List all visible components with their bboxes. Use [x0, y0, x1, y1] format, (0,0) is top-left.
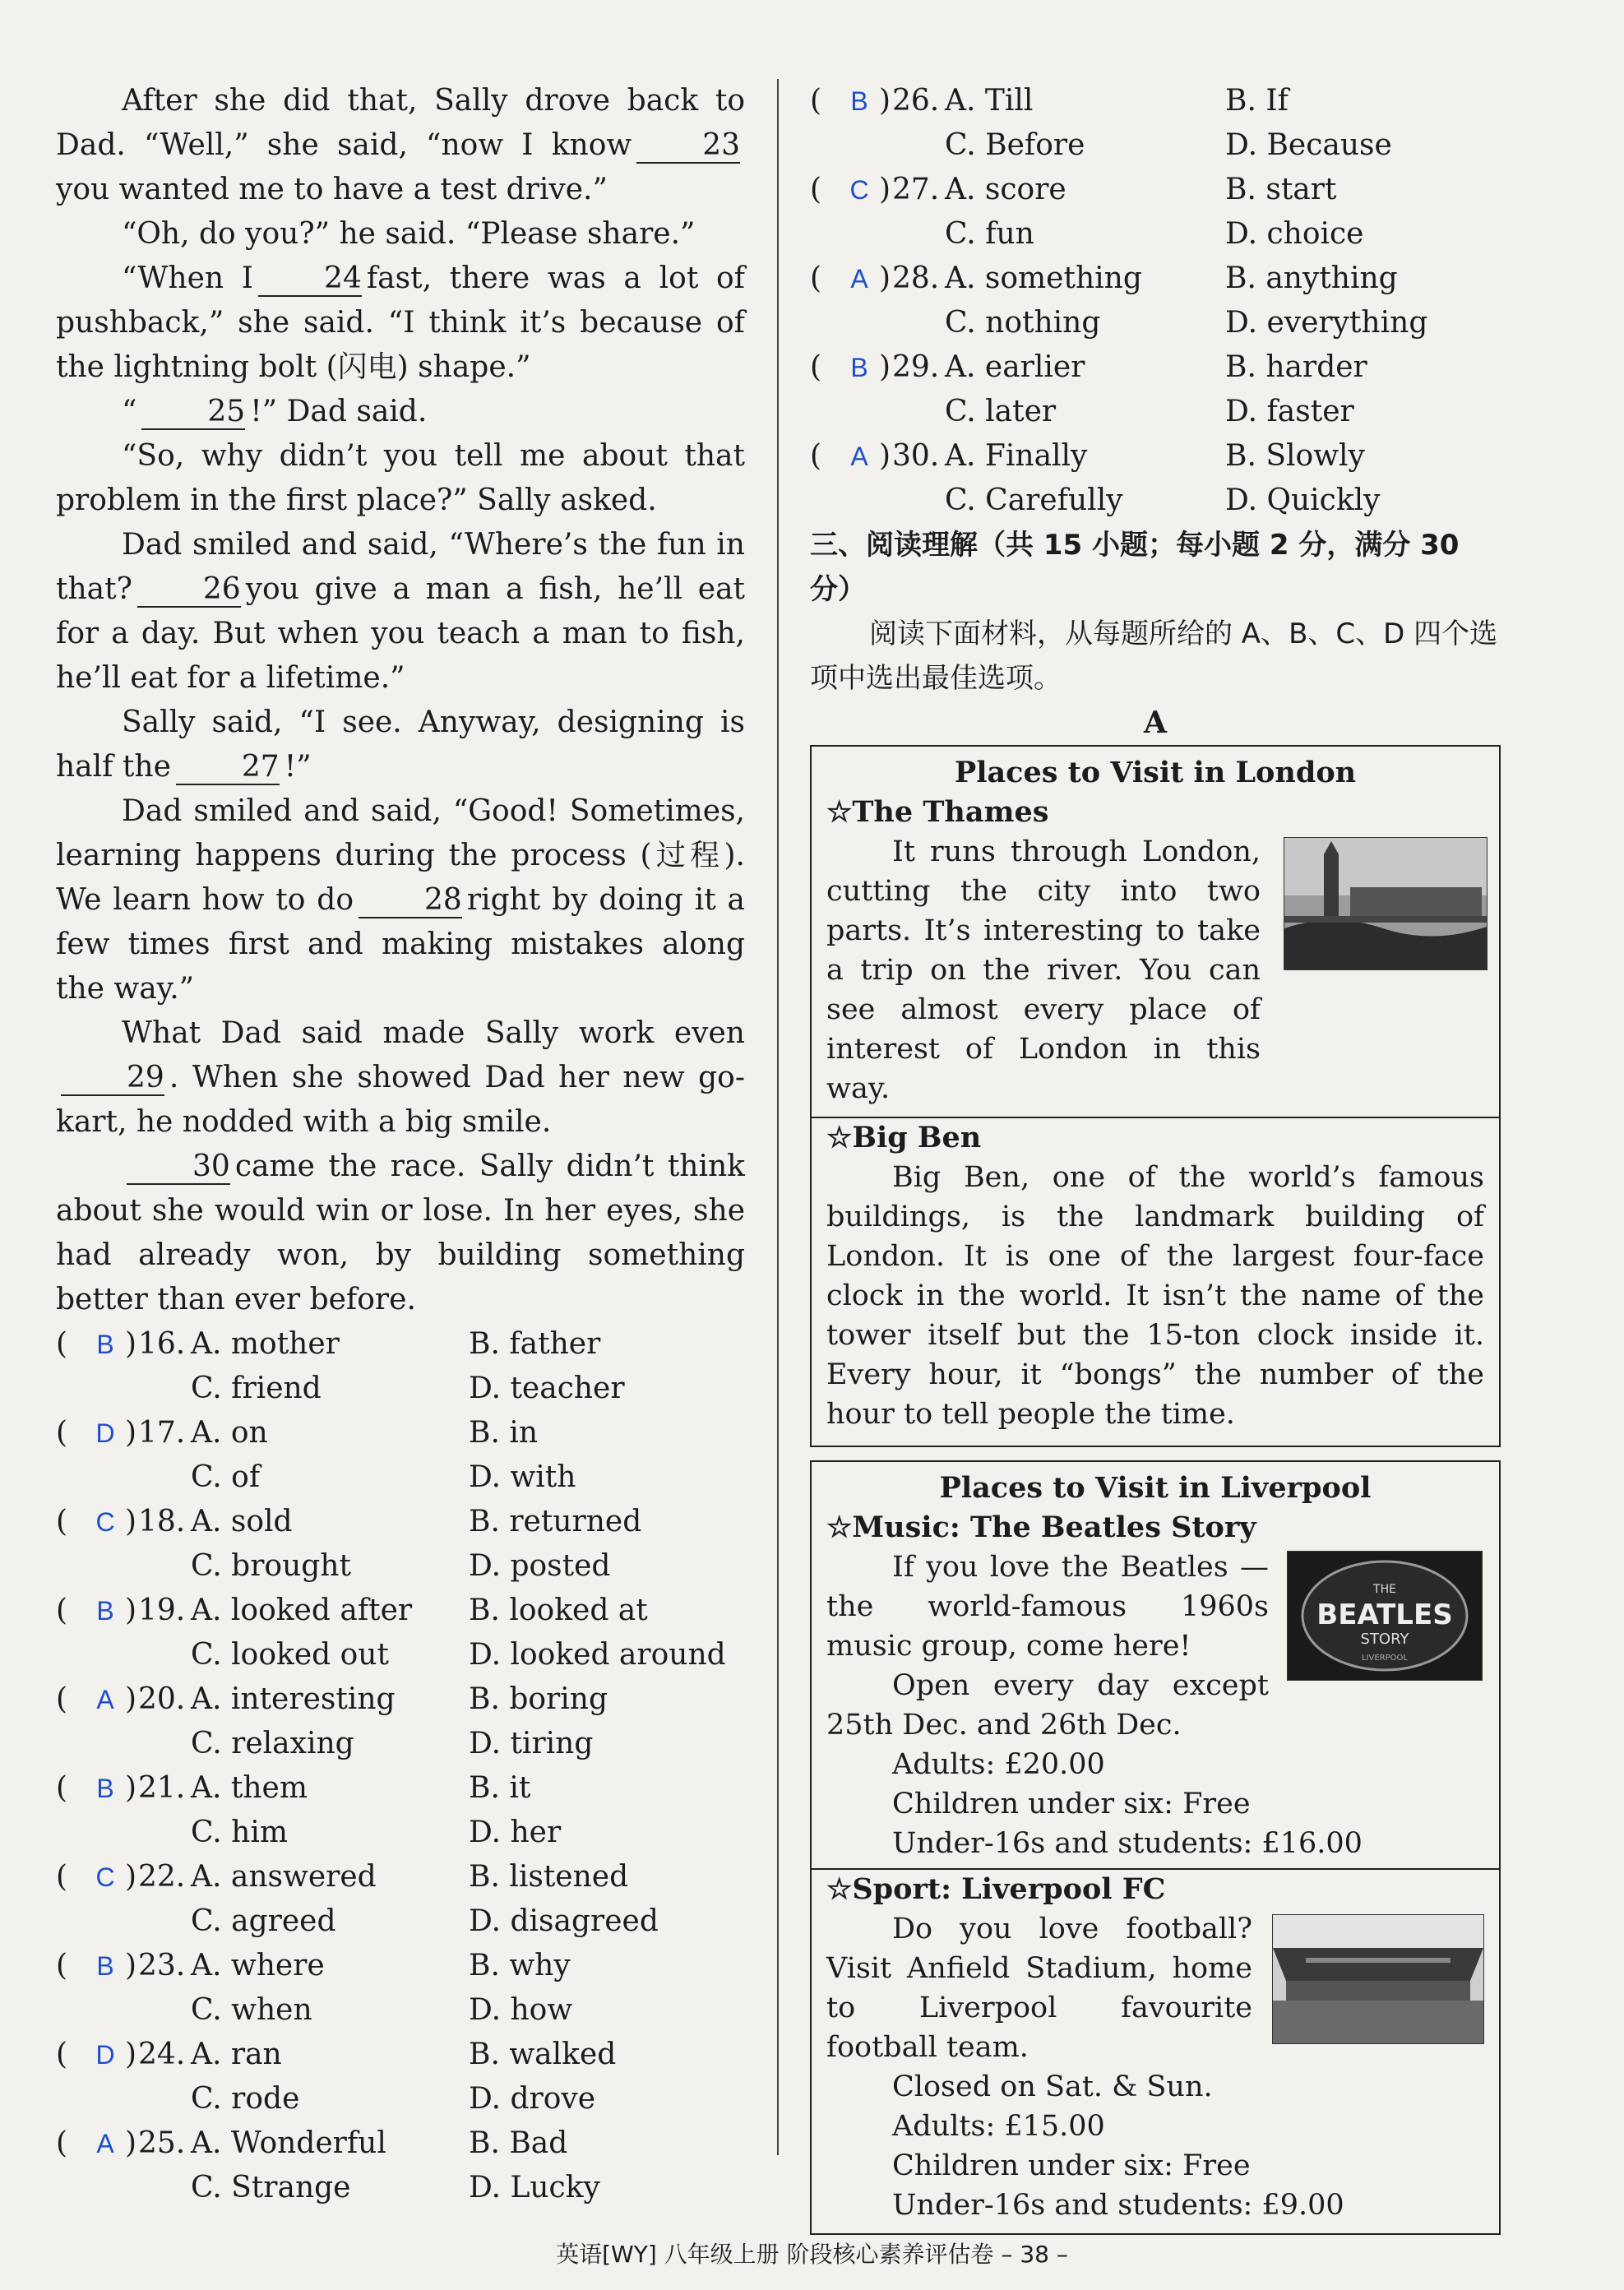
column-divider — [777, 79, 779, 2155]
answer-mark: B — [96, 1951, 114, 1981]
option-b: B. returned — [469, 1505, 642, 1538]
paren-left: ( — [56, 1860, 68, 1894]
option-a: A. Wonderful — [191, 2126, 386, 2160]
option-d: D. faster — [1225, 395, 1354, 428]
option-a: A. mother — [191, 1327, 340, 1361]
paren-right: ) — [879, 84, 891, 118]
question-number: 28. — [892, 261, 940, 295]
question-number: 21. — [138, 1771, 186, 1805]
paren-right: ) — [879, 173, 891, 206]
logo-story: STORY — [1360, 1631, 1409, 1648]
paren-left: ( — [56, 1771, 68, 1805]
thames-text: It runs through London, cutting the city into two parts. It’s interesting to take a trip on the river. You can see almost every place of interest of London in this way. — [826, 835, 1261, 1105]
option-a: A. something — [945, 261, 1142, 295]
answer-mark: C — [95, 1862, 115, 1892]
cloze-paragraph — [56, 1145, 745, 1322]
blank-29: 29 — [61, 1062, 164, 1096]
section-instruction: 阅读下面材料，从每题所给的 A、B、C、D 四个选项中选出最佳选项。 — [810, 618, 1498, 695]
option-b: B. father — [469, 1327, 601, 1361]
answer-mark: B — [850, 86, 868, 116]
logo-the: THE — [1373, 1583, 1396, 1596]
cloze-paragraph — [56, 789, 745, 1011]
answer-mark: B — [96, 1596, 114, 1626]
music-open: Open every day except 25th Dec. and 26th Dec. — [826, 1669, 1269, 1742]
question-number: 25. — [138, 2126, 186, 2160]
london-title: Places to Visit in London — [954, 756, 1357, 789]
question-number: 27. — [892, 173, 940, 206]
paren-left: ( — [810, 350, 822, 384]
answer-mark: B — [96, 1774, 114, 1803]
option-b: B. Slowly — [1225, 439, 1365, 473]
paragraph-text: “ — [122, 395, 137, 428]
paren-left: ( — [56, 1505, 68, 1538]
music-section — [812, 1547, 1499, 1868]
paren-left: ( — [56, 1682, 68, 1716]
liverpool-title: Places to Visit in Liverpool — [939, 1471, 1372, 1505]
question-27 — [810, 168, 1501, 257]
answer-mark: D — [95, 1418, 115, 1448]
blank-23: 23 — [636, 129, 740, 164]
paragraph-text: Sally said, “I see. Anyway, designing is half the — [56, 706, 745, 784]
answer-mark: A — [96, 1685, 114, 1714]
option-c: C. later — [945, 395, 1057, 428]
paren-right: ) — [125, 1416, 137, 1450]
answer-mark: A — [96, 2129, 114, 2158]
answer-mark: D — [95, 2040, 115, 2070]
question-list-left — [56, 1322, 745, 2210]
option-a: A. looked after — [191, 1594, 413, 1627]
paren-right: ) — [125, 2126, 137, 2160]
question-23 — [56, 1944, 745, 2033]
paragraph-text: Dad smiled and said, “Good! Sometimes, learning happens during the process (过程). We learn how to do — [56, 794, 745, 917]
sport-text: Do you love football? Visit Anfield Stadium, home to Liverpool favourite football team. — [826, 1913, 1252, 2064]
blank-28: 28 — [359, 884, 462, 918]
option-c: C. fun — [945, 217, 1034, 251]
paren-left: ( — [56, 1949, 68, 1982]
paragraph-text: you give a man a fish, he’ll eat for a day. But when you teach a man to fish, he’ll eat for a lifetime.” — [56, 572, 745, 695]
question-number: 22. — [138, 1860, 186, 1894]
question-20 — [56, 1677, 745, 1766]
option-d: D. Lucky — [469, 2171, 600, 2204]
question-number: 16. — [138, 1327, 186, 1361]
question-number: 23. — [138, 1949, 186, 1982]
music-heading: ☆Music: The Beatles Story — [826, 1510, 1256, 1544]
music-children: Children under six: Free — [892, 1788, 1251, 1820]
option-d: D. with — [469, 1460, 576, 1494]
answer-mark: B — [96, 1330, 114, 1359]
option-d: D. tiring — [469, 1727, 594, 1760]
option-c: C. Strange — [191, 2171, 351, 2204]
paren-left: ( — [56, 1327, 68, 1361]
option-a: A. interesting — [191, 1682, 396, 1716]
sport-closed: Closed on Sat. & Sun. — [892, 2070, 1213, 2103]
option-c: C. nothing — [945, 306, 1101, 340]
option-d: D. her — [469, 1816, 562, 1849]
paragraph-text: After she did that, Sally drove back to Dad. “Well,” she said, “now I know — [56, 84, 745, 162]
option-b: B. in — [469, 1416, 539, 1450]
question-17 — [56, 1411, 745, 1500]
paren-right: ) — [125, 1949, 137, 1982]
question-number: 24. — [138, 2038, 186, 2071]
thames-section — [812, 832, 1499, 1108]
bigben-text: Big Ben, one of the world’s famous buildings, is the landmark building of London. It is one of the largest four-face clock in the world. It isn’t the name of the tower itself but the 15-ton clock inside it. Every hour, it “bongs” the number of the hour to tell people the time. — [826, 1161, 1484, 1431]
liverpool-box — [810, 1460, 1501, 2235]
option-c: C. of — [191, 1460, 261, 1494]
cloze-paragraph — [56, 257, 745, 390]
option-c: C. brought — [191, 1549, 351, 1583]
option-d: D. everything — [1225, 306, 1428, 340]
paragraph-text: What Dad said made Sally work even — [122, 1016, 745, 1050]
question-22 — [56, 1855, 745, 1944]
paragraph-text: . When she showed Dad her new go-kart, he nodded with a big smile. — [56, 1061, 745, 1139]
question-number: 30. — [892, 439, 940, 473]
paren-left: ( — [56, 1594, 68, 1627]
blank-24: 24 — [258, 262, 362, 297]
paren-right: ) — [125, 1594, 137, 1627]
music-adults: Adults: £20.00 — [892, 1748, 1105, 1781]
page-footer: 英语[WY] 八年级上册 阶段核心素养评估卷 – 38 – — [556, 2241, 1068, 2268]
cloze-paragraph — [56, 434, 745, 523]
cloze-paragraph — [56, 212, 745, 257]
question-number: 29. — [892, 350, 940, 384]
option-c: C. friend — [191, 1372, 322, 1405]
beatles-logo — [1287, 1551, 1483, 1681]
paren-right: ) — [125, 2038, 137, 2071]
option-a: A. sold — [191, 1505, 293, 1538]
sport-heading: ☆Sport: Liverpool FC — [826, 1872, 1166, 1906]
blank-26: 26 — [137, 573, 241, 608]
question-25 — [56, 2121, 745, 2210]
option-b: B. harder — [1225, 350, 1367, 384]
option-b: B. it — [469, 1771, 531, 1805]
option-c: C. looked out — [191, 1638, 389, 1672]
paren-left: ( — [56, 2126, 68, 2160]
option-b: B. why — [469, 1949, 571, 1982]
option-c: C. relaxing — [191, 1727, 354, 1760]
option-b: B. Bad — [469, 2126, 568, 2160]
paren-left: ( — [56, 1416, 68, 1450]
option-d: D. drove — [469, 2082, 596, 2116]
logo-beatles: BEATLES — [1316, 1598, 1453, 1631]
answer-mark: C — [849, 175, 869, 205]
stadium-photo — [1272, 1914, 1484, 2044]
cloze-paragraph — [56, 1011, 745, 1145]
option-a: A. score — [945, 173, 1066, 206]
answer-mark: A — [850, 264, 868, 294]
blank-30: 30 — [127, 1150, 230, 1185]
question-16 — [56, 1322, 745, 1411]
question-24 — [56, 2033, 745, 2121]
option-d: D. Because — [1225, 128, 1392, 162]
option-b: B. start — [1225, 173, 1337, 206]
sport-children: Children under six: Free — [892, 2149, 1251, 2182]
answer-mark: B — [850, 353, 868, 382]
option-b: B. looked at — [469, 1594, 648, 1627]
question-number: 20. — [138, 1682, 186, 1716]
cloze-passage — [56, 79, 745, 1322]
thames-photo — [1284, 837, 1488, 970]
cloze-paragraph — [56, 701, 745, 789]
paren-left: ( — [810, 439, 822, 473]
music-text: If you love the Beatles — the world-famous 1960s music group, come here! — [826, 1551, 1269, 1663]
london-box — [810, 745, 1501, 1447]
option-b: B. boring — [469, 1682, 608, 1716]
option-c: C. when — [191, 1993, 312, 2027]
question-number: 18. — [138, 1505, 186, 1538]
paragraph-text: fast, there was a lot of pushback,” she said. “I think it’s because of the lightning bolt (闪电) shape.” — [56, 261, 746, 384]
paragraph-text: right by doing it a few times first and making mistakes along the way.” — [56, 883, 745, 1006]
answer-mark: A — [850, 442, 868, 471]
cloze-paragraph — [56, 523, 745, 701]
question-28 — [810, 257, 1501, 345]
paren-right: ) — [125, 1327, 137, 1361]
paren-left: ( — [810, 84, 822, 118]
option-a: A. answered — [191, 1860, 377, 1894]
paren-right: ) — [125, 1505, 137, 1538]
option-a: A. on — [191, 1416, 268, 1450]
question-19 — [56, 1589, 745, 1677]
option-a: A. Finally — [945, 439, 1088, 473]
blank-25: 25 — [141, 396, 245, 430]
option-d: D. disagreed — [469, 1904, 659, 1938]
paragraph-text: you wanted me to have a test drive.” — [56, 173, 608, 206]
right-column — [810, 79, 1501, 2235]
paragraph-text: “When I — [122, 261, 254, 295]
paren-right: ) — [879, 439, 891, 473]
option-a: A. where — [191, 1949, 325, 1982]
cloze-paragraph — [56, 79, 745, 212]
paren-left: ( — [56, 2038, 68, 2071]
cloze-paragraph — [56, 390, 745, 434]
option-a: A. ran — [191, 2038, 282, 2071]
question-number: 26. — [892, 84, 940, 118]
paren-right: ) — [125, 1682, 137, 1716]
bigben-heading: ☆Big Ben — [826, 1121, 982, 1154]
answer-mark: C — [95, 1507, 115, 1537]
option-a: A. Till — [945, 84, 1034, 118]
option-d: D. teacher — [469, 1372, 625, 1405]
question-26 — [810, 79, 1501, 168]
question-list-right — [810, 79, 1501, 523]
paragraph-text: Dad smiled and said, “Where’s the fun in that? — [56, 528, 745, 606]
option-c: C. Before — [945, 128, 1085, 162]
question-29 — [810, 345, 1501, 434]
option-c: C. agreed — [191, 1904, 336, 1938]
paragraph-text: !” — [284, 750, 312, 784]
paragraph-text: “Oh, do you?” he said. “Please share.” — [122, 217, 696, 251]
question-18 — [56, 1500, 745, 1589]
option-b: B. anything — [1225, 261, 1398, 295]
option-d: D. Quickly — [1225, 483, 1381, 517]
option-b: B. walked — [469, 2038, 617, 2071]
option-a: A. them — [191, 1771, 308, 1805]
option-d: D. choice — [1225, 217, 1364, 251]
paren-left: ( — [810, 261, 822, 295]
thames-heading: ☆The Thames — [826, 795, 1049, 829]
question-number: 17. — [138, 1416, 186, 1450]
sport-adults: Adults: £15.00 — [892, 2110, 1105, 2143]
left-column — [56, 79, 745, 2210]
paragraph-text: !” Dad said. — [250, 395, 428, 428]
sport-students: Under-16s and students: £9.00 — [892, 2189, 1344, 2222]
music-students: Under-16s and students: £16.00 — [892, 1827, 1363, 1860]
section-heading: 三、阅读理解（共 15 小题；每小题 2 分，满分 30 分） — [810, 529, 1460, 606]
paragraph-text: came the race. Sally didn’t think about she would win or lose. In her eyes, she had already won, by building something better than ever before. — [56, 1150, 745, 1316]
question-30 — [810, 434, 1501, 523]
paren-right: ) — [879, 261, 891, 295]
option-b: B. If — [1225, 84, 1289, 118]
option-c: C. him — [191, 1816, 288, 1849]
paren-right: ) — [125, 1860, 137, 1894]
question-21 — [56, 1766, 745, 1855]
passage-letter: A — [1144, 706, 1167, 740]
logo-city: LIVERPOOL — [1362, 1654, 1408, 1663]
paren-right: ) — [879, 350, 891, 384]
option-d: D. looked around — [469, 1638, 726, 1672]
question-number: 19. — [138, 1594, 186, 1627]
option-a: A. earlier — [945, 350, 1085, 384]
paren-left: ( — [810, 173, 822, 206]
paragraph-text: “So, why didn’t you tell me about that problem in the first place?” Sally asked. — [56, 439, 745, 517]
option-c: C. rode — [191, 2082, 300, 2116]
option-c: C. Carefully — [945, 483, 1123, 517]
option-d: D. how — [469, 1993, 573, 2027]
blank-27: 27 — [176, 751, 280, 785]
paren-right: ) — [125, 1771, 137, 1805]
option-d: D. posted — [469, 1549, 611, 1583]
option-b: B. listened — [469, 1860, 629, 1894]
sport-section — [812, 1868, 1499, 2233]
bigben-section — [812, 1117, 1499, 1446]
